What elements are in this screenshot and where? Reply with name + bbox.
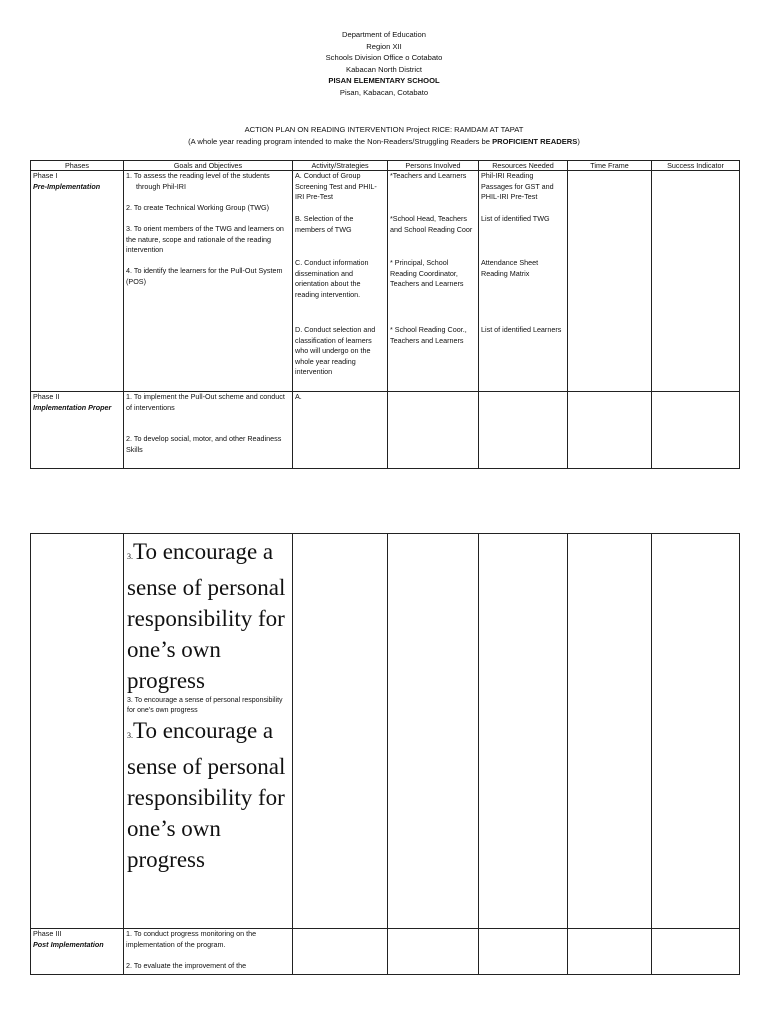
title-sub-prefix: (A whole year reading program intended to make the Non-Readers/Struggling Readers be bbox=[188, 136, 493, 146]
table-row-phase3 bbox=[31, 929, 740, 975]
continuation-goal-large-2: 3.To encourage a sense of personal responsibility for one’s own progress bbox=[127, 718, 286, 872]
table-header-row bbox=[31, 161, 740, 171]
continuation-resources bbox=[479, 534, 568, 929]
phase1-success-indicator bbox=[652, 171, 740, 392]
phase2-cell bbox=[31, 392, 124, 469]
header-success-indicator: Success Indicator bbox=[652, 161, 740, 171]
header-department: Department of Education bbox=[341, 30, 426, 39]
header-resources: Resources Needed bbox=[479, 161, 568, 171]
table-row-phase1 bbox=[31, 171, 740, 392]
phase1-resource-2: List of identified TWG bbox=[481, 214, 550, 223]
phase1-goals bbox=[124, 171, 293, 392]
phase1-activity-a: A. Conduct of Group Screening Test and PHIL-IRI Pre-Test bbox=[295, 171, 377, 202]
title-sub bbox=[0, 136, 768, 148]
phase2-label: Phase II bbox=[33, 392, 60, 401]
phase3-cell bbox=[31, 929, 124, 975]
phase3-time-frame bbox=[568, 929, 652, 975]
header-division: Schools Division Office o Cotabato bbox=[325, 53, 443, 63]
phase3-name: Post Implementation bbox=[33, 939, 104, 949]
continuation-activities bbox=[293, 534, 388, 929]
phase1-time-frame bbox=[568, 171, 652, 392]
phase2-success-indicator bbox=[652, 392, 740, 469]
header-school-name: PISAN ELEMENTARY SCHOOL bbox=[328, 76, 440, 86]
phase1-cell bbox=[31, 171, 124, 392]
phase1-activity-c: C. Conduct information dissemination and orientation about the reading intervention. bbox=[295, 258, 369, 299]
phase1-goal-2: 2. To create Technical Working Group (TWG) bbox=[126, 202, 270, 212]
phase1-resources bbox=[479, 171, 568, 392]
header-persons: Persons Involved bbox=[388, 161, 479, 171]
header-activity: Activity/Strategies bbox=[293, 161, 388, 171]
phase2-goal-1: 1. To implement the Pull-Out scheme and conduct of interventions bbox=[126, 392, 285, 412]
phase3-goal-2: 2. To evaluate the improvement of the bbox=[126, 960, 247, 970]
phase1-name: Pre-Implementation bbox=[33, 181, 101, 191]
title-sub-bold: PROFICIENT READERS bbox=[492, 136, 578, 146]
phase1-persons bbox=[388, 171, 479, 392]
continuation-goals bbox=[124, 534, 293, 929]
header-phases: Phases bbox=[31, 161, 124, 171]
phase3-goals bbox=[124, 929, 293, 975]
header-goals: Goals and Objectives bbox=[124, 161, 293, 171]
phase1-resource-3: Attendance Sheet Reading Matrix bbox=[481, 258, 539, 278]
phase1-label: Phase I bbox=[33, 171, 58, 180]
phase2-goals bbox=[124, 392, 293, 469]
phase2-persons bbox=[388, 392, 479, 469]
phase1-activity-d: D. Conduct selection and classification of learners who will undergo on the whole year reading intervention bbox=[295, 325, 376, 377]
phase3-label: Phase III bbox=[33, 929, 62, 938]
continuation-persons bbox=[388, 534, 479, 929]
continuation-goal-small: 3. To encourage a sense of personal responsibility for one’s own progress bbox=[127, 697, 283, 714]
phase1-resource-4: List of identified Learners bbox=[481, 325, 562, 334]
table-row-phase2 bbox=[31, 392, 740, 469]
phase1-person-3: * Principal, School Reading Coordinator, Teachers and Learners bbox=[390, 258, 464, 289]
phase1-goal-3: 3. To orient members of the TWG and learners on the nature, scope and rationale of the reading intervention bbox=[126, 223, 284, 255]
header-time-frame: Time Frame bbox=[568, 161, 652, 171]
phase1-person-1: *Teachers and Learners bbox=[390, 171, 467, 180]
phase1-goal-4: 4. To identify the learners for the Pull-Out System (POS) bbox=[126, 266, 283, 286]
phase3-success-indicator bbox=[652, 929, 740, 975]
title-main: ACTION PLAN ON READING INTERVENTION Project RICE: RAMDAM AT TAPAT bbox=[244, 125, 524, 134]
document-title bbox=[0, 124, 768, 147]
header-district: Kabacan North District bbox=[346, 64, 422, 74]
phase2-activities: A. bbox=[293, 392, 388, 469]
phase3-activities bbox=[293, 929, 388, 975]
phase2-time-frame bbox=[568, 392, 652, 469]
phase3-resources bbox=[479, 929, 568, 975]
phase1-activity-b: B. Selection of the members of TWG bbox=[295, 214, 354, 234]
header-region: Region XII bbox=[366, 41, 402, 51]
header-address: Pisan, Kabacan, Cotabato bbox=[339, 87, 429, 97]
phase2-goal-2: 2. To develop social, motor, and other Readiness Skills bbox=[126, 434, 282, 454]
continuation-time-frame bbox=[568, 534, 652, 929]
continuation-phase-cell bbox=[31, 534, 124, 929]
phase1-activities bbox=[293, 171, 388, 392]
title-sub-suffix: ) bbox=[577, 136, 580, 146]
phase3-persons bbox=[388, 929, 479, 975]
table-row-continuation bbox=[31, 534, 740, 929]
phase2-resources bbox=[479, 392, 568, 469]
action-plan-table bbox=[30, 160, 740, 469]
document-header bbox=[0, 29, 768, 99]
phase3-goal-1: 1. To conduct progress monitoring on the implementation of the program. bbox=[126, 929, 257, 949]
continuation-goal-large-1: 3.To encourage a sense of personal responsibility for one’s own progress bbox=[127, 539, 286, 693]
phase1-person-4: * School Reading Coor., Teachers and Learners bbox=[390, 325, 467, 345]
action-plan-table-continued bbox=[30, 533, 740, 975]
phase2-name: Implementation Proper bbox=[33, 402, 112, 412]
phase1-resource-1: Phil-IRI Reading Passages for GST and PHIL-IRI Pre-Test bbox=[481, 171, 554, 202]
phase1-goal-1: 1. To assess the reading level of the students through Phil-IRI bbox=[126, 171, 270, 191]
phase1-person-2: *School Head, Teachers and School Reading Coor bbox=[390, 214, 473, 234]
continuation-success-indicator bbox=[652, 534, 740, 929]
